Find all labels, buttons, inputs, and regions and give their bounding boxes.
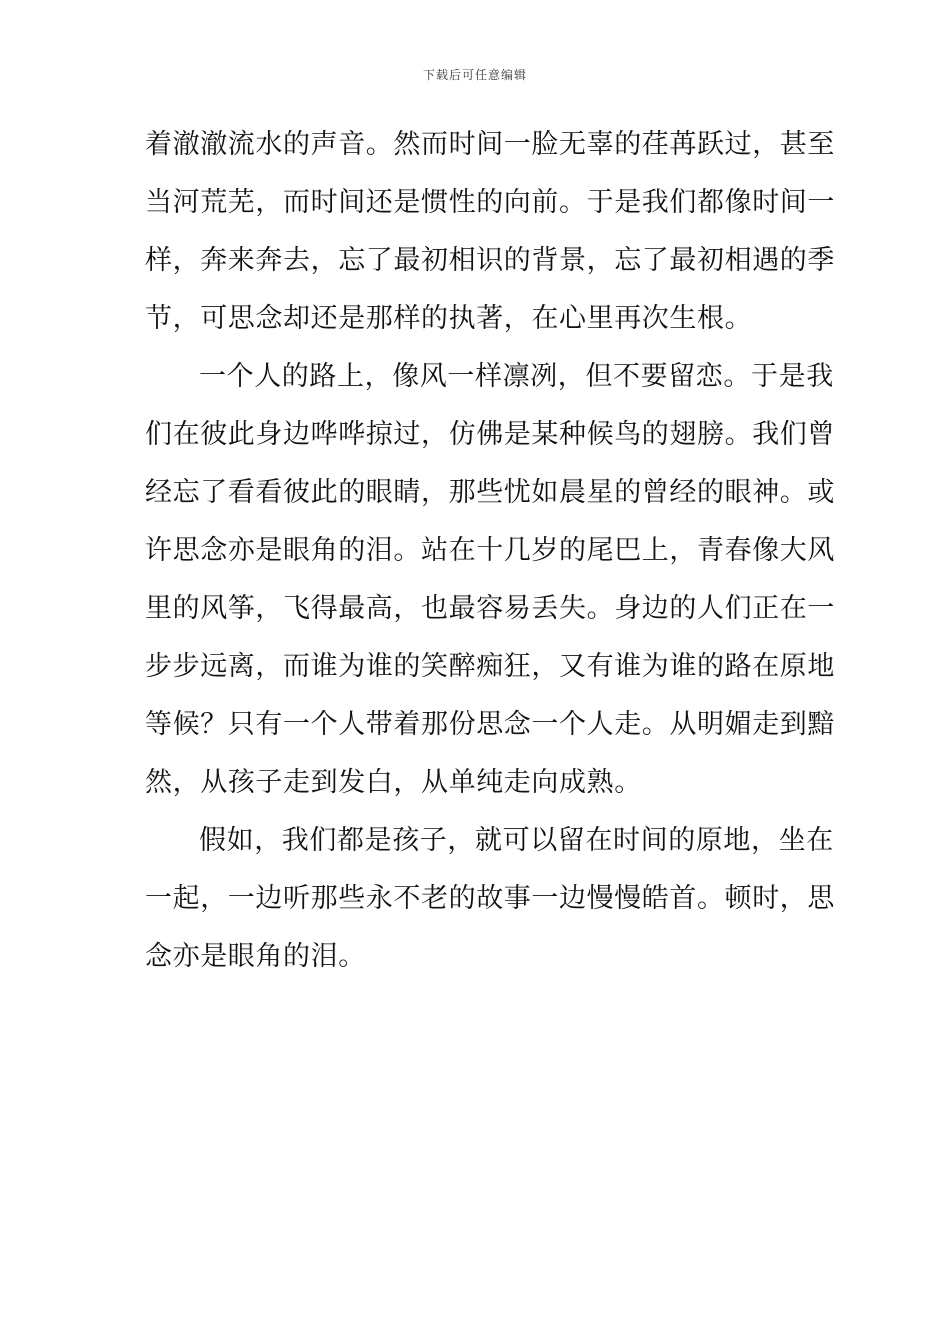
text-line: 许思念亦是眼角的泪。站在十几岁的尾巴上，青春像大风 (145, 535, 835, 566)
text-line: 等候？只有一个人带着那份思念一个人走。从明媚走到黯 (145, 709, 835, 740)
page-header: 下载后可任意编辑 (422, 68, 527, 82)
text-line: 念亦是眼角的泪。 (145, 941, 366, 972)
text-line: 然，从孩子走到发白，从单纯走向成熟。 (145, 767, 642, 798)
text-line: 节，可思念却还是那样的执著，在心里再次生根。 (145, 303, 753, 334)
paragraph-3 (145, 812, 835, 986)
paragraph-2 (145, 348, 835, 812)
text-line: 假如，我们都是孩子，就可以留在时间的原地，坐在 (199, 825, 834, 856)
text-line: 一个人的路上，像风一样凛冽，但不要留恋。于是我 (199, 361, 834, 392)
text-line: 步步远离，而谁为谁的笑醉痴狂，又有谁为谁的路在原地 (145, 651, 835, 682)
paragraph-1 (145, 116, 835, 348)
text-line: 一起，一边听那些永不老的故事一边慢慢皓首。顿时，思 (145, 883, 835, 914)
text-line: 样，奔来奔去，忘了最初相识的背景，忘了最初相遇的季 (145, 245, 835, 276)
document-body (145, 116, 835, 986)
text-line: 经忘了看看彼此的眼睛，那些忧如晨星的曾经的眼神。或 (145, 477, 835, 508)
text-line: 着澈澈流水的声音。然而时间一脸无辜的荏苒跃过，甚至 (145, 129, 835, 160)
text-line: 当河荒芜，而时间还是惯性的向前。于是我们都像时间一 (145, 187, 835, 218)
text-line: 里的风筝，飞得最高，也最容易丢失。身边的人们正在一 (145, 593, 835, 624)
text-line: 们在彼此身边哗哗掠过，仿佛是某种候鸟的翅膀。我们曾 (145, 419, 835, 450)
